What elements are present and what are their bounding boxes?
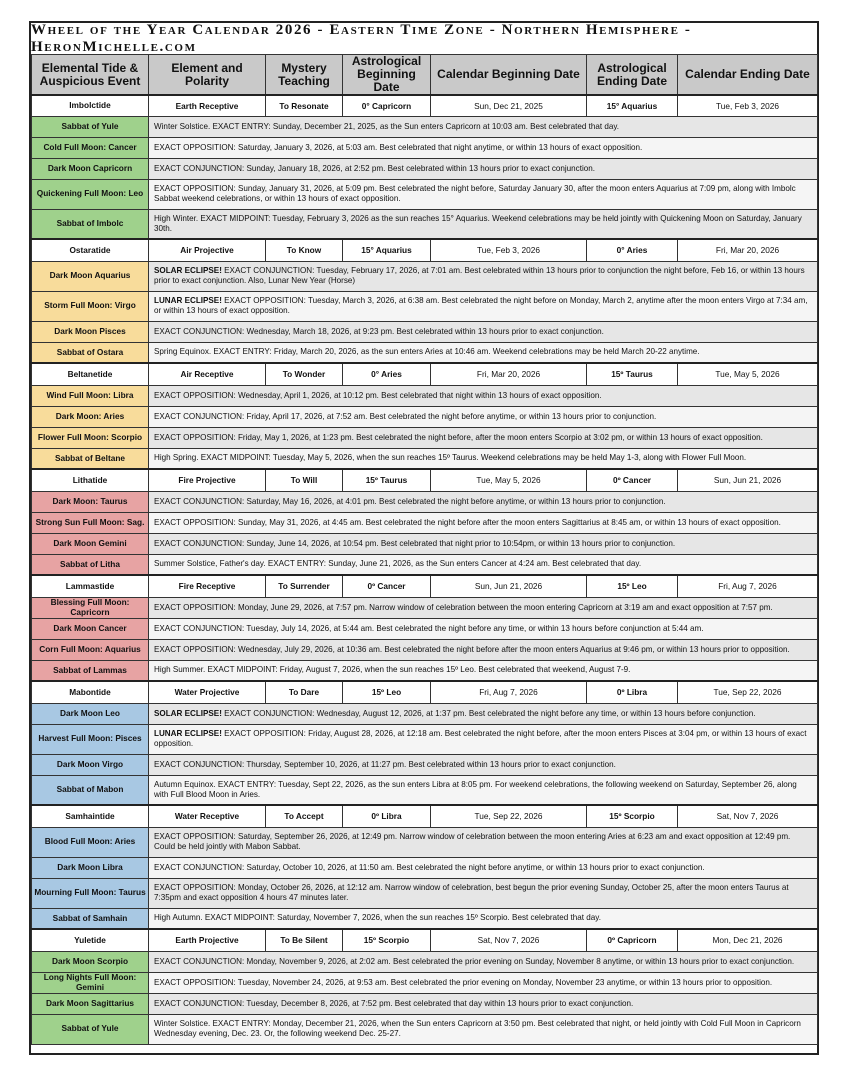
event-description (149, 857, 818, 878)
event-row (32, 406, 818, 427)
event-name: Corn Full Moon: Aquarius (32, 639, 149, 660)
event-name: Dark Moon Pisces (32, 321, 149, 342)
event-row (32, 993, 818, 1014)
tide-row (32, 239, 818, 261)
tide-name: Lammastide (32, 575, 149, 597)
event-text: EXACT OPPOSITION: Friday, August 28, 2026, at 12:18 am. Best celebrated the night before, after the moon enters Pisces at 3:04 pm, or within 13 hours of exact opposition. (154, 729, 807, 748)
event-row (32, 1014, 818, 1044)
eclipse-label: SOLAR ECLIPSE! (154, 708, 222, 718)
event-text: EXACT OPPOSITION: Monday, June 29, 2026, at 7:57 pm. Narrow window of celebration between the moon entering Capricorn at 3:19 am and exact opposition at 7:57 pm. (154, 602, 773, 612)
event-name: Sabbat of Mabon (32, 775, 149, 805)
event-name: Quickening Full Moon: Leo (32, 179, 149, 209)
event-row (32, 639, 818, 660)
tide-astro-end: 15º Taurus (587, 363, 678, 385)
event-row (32, 597, 818, 618)
event-name: Storm Full Moon: Virgo (32, 291, 149, 321)
tide-calendar-end: Tue, Sep 22, 2026 (678, 681, 818, 703)
event-description (149, 533, 818, 554)
event-text: EXACT OPPOSITION: Saturday, September 26, 2026, at 12:49 pm. Narrow window of celebration between the moon entering Aries at 6:23 am and exact opposition at 12:49 pm. Could be held jointly with Mabon Sabbat. (154, 832, 791, 851)
tide-astro-begin: 0° Capricorn (343, 95, 431, 116)
event-description (149, 137, 818, 158)
calendar-body (32, 95, 818, 1044)
tide-element: Earth Projective (149, 929, 266, 951)
event-row (32, 427, 818, 448)
tide-mystery: To Surrender (266, 575, 343, 597)
event-description (149, 448, 818, 469)
event-description (149, 385, 818, 406)
event-name: Dark Moon Libra (32, 857, 149, 878)
event-row (32, 618, 818, 639)
event-name: Strong Sun Full Moon: Sag. (32, 512, 149, 533)
tide-astro-begin: 0º Libra (343, 805, 431, 827)
event-name: Long Nights Full Moon: Gemini (32, 972, 149, 993)
event-text: Autumn Equinox. EXACT ENTRY: Tuesday, Sept 22, 2026, as the sun enters Libra at 8:05 pm. For weekend celebrations, the following weekend on Saturday, September 26, along with Full Blood Moon in Aries. (154, 779, 797, 799)
event-row (32, 972, 818, 993)
event-description (149, 158, 818, 179)
event-row (32, 179, 818, 209)
event-text: EXACT CONJUNCTION: Friday, April 17, 2026, at 7:52 am. Best celebrated the night before anytime, or within 13 hours prior to conjunction. (154, 411, 657, 421)
tide-calendar-end: Mon, Dec 21, 2026 (678, 929, 818, 951)
event-name: Flower Full Moon: Scorpio (32, 427, 149, 448)
event-name: Blessing Full Moon: Capricorn (32, 597, 149, 618)
event-row (32, 116, 818, 137)
event-row (32, 321, 818, 342)
event-row (32, 158, 818, 179)
header-cell: Element and Polarity (149, 55, 266, 96)
page-title: Wheel of the Year Calendar 2026 - Eastern Time Zone - Northern Hemisphere - HeronMichelle.com (31, 21, 692, 55)
header-cell: Astrological Beginning Date (343, 55, 431, 96)
event-text: EXACT CONJUNCTION: Tuesday, July 14, 2026, at 5:44 am. Best celebrated the night before any time, or within 13 hours before conjunction at 5:44 am. (154, 623, 704, 633)
event-name: Dark Moon Gemini (32, 533, 149, 554)
event-description (149, 639, 818, 660)
tide-row (32, 681, 818, 703)
event-name: Sabbat of Litha (32, 554, 149, 575)
event-row (32, 554, 818, 575)
event-text: EXACT CONJUNCTION: Monday, November 9, 2026, at 2:02 am. Best celebrated the prior evening on Sunday, November 8 anytime, or within 13 hours prior to exact conjunction. (154, 956, 795, 966)
event-row (32, 385, 818, 406)
event-name: Sabbat of Lammas (32, 660, 149, 681)
tide-mystery: To Be Silent (266, 929, 343, 951)
header-row (32, 55, 818, 96)
tide-astro-begin: 0° Aries (343, 363, 431, 385)
event-name: Dark Moon Cancer (32, 618, 149, 639)
tide-row (32, 929, 818, 951)
event-text: EXACT OPPOSITION: Tuesday, November 24, 2026, at 9:53 am. Best celebrated the prior evening on Monday, November 23 anytime, or within 13 hours prior to opposition. (154, 977, 773, 987)
tide-name: Mabontide (32, 681, 149, 703)
event-description (149, 775, 818, 805)
event-description (149, 972, 818, 993)
tide-row (32, 575, 818, 597)
event-text: EXACT OPPOSITION: Saturday, January 3, 2026, at 5:03 am. Best celebrated that night anytime, or within 13 hours of exact opposition. (154, 142, 643, 152)
tide-name: Samhaintide (32, 805, 149, 827)
event-row (32, 533, 818, 554)
tide-mystery: To Resonate (266, 95, 343, 116)
tide-astro-begin: 15° Aquarius (343, 239, 431, 261)
event-text: High Winter. EXACT MIDPOINT: Tuesday, February 3, 2026 as the sun reaches 15° Aquarius. Weekend celebrations may be held jointly with Quickening Moon on Saturday, January 30th. (154, 213, 802, 233)
tide-astro-begin: 15º Leo (343, 681, 431, 703)
event-description (149, 724, 818, 754)
tide-name: Lithatide (32, 469, 149, 491)
event-description (149, 951, 818, 972)
tide-name: Imbolctide (32, 95, 149, 116)
event-description (149, 878, 818, 908)
header-cell: Mystery Teaching (266, 55, 343, 96)
event-description (149, 342, 818, 363)
event-row (32, 291, 818, 321)
event-description (149, 179, 818, 209)
event-text: EXACT OPPOSITION: Sunday, January 31, 2026, at 5:09 pm. Best celebrated the night before, Saturday January 30, after the moon enters Aquarius at 7:09 pm, along with Imbolc Sabbat weekend celebrations, or within 13 hours of exact opposition. (154, 184, 796, 203)
event-name: Sabbat of Yule (32, 116, 149, 137)
event-row (32, 261, 818, 291)
tide-element: Water Projective (149, 681, 266, 703)
event-row (32, 448, 818, 469)
event-name: Blood Full Moon: Aries (32, 827, 149, 857)
event-name: Dark Moon Aquarius (32, 261, 149, 291)
tide-name: Yuletide (32, 929, 149, 951)
event-description (149, 406, 818, 427)
event-name: Sabbat of Ostara (32, 342, 149, 363)
tide-astro-begin: 15º Taurus (343, 469, 431, 491)
event-row (32, 703, 818, 724)
tide-astro-end: 15º Leo (587, 575, 678, 597)
event-text: EXACT OPPOSITION: Friday, May 1, 2026, at 1:23 pm. Best celebrated the night before, after the moon enters Scorpio at 3:02 pm, or within 13 hours of exact opposition. (154, 432, 763, 442)
tide-calendar-begin: Tue, Feb 3, 2026 (431, 239, 587, 261)
tide-calendar-begin: Sun, Jun 21, 2026 (431, 575, 587, 597)
event-name: Cold Full Moon: Cancer (32, 137, 149, 158)
tide-astro-begin: 0º Cancer (343, 575, 431, 597)
event-description (149, 554, 818, 575)
tide-mystery: To Will (266, 469, 343, 491)
tide-calendar-begin: Sun, Dec 21, 2025 (431, 95, 587, 116)
event-text: EXACT CONJUNCTION: Tuesday, February 17, 2026, at 7:01 am. Best celebrated within 13 hours prior to conjunction the night before, Feb 16, or within 13 hours prior to exact conjunction. Also, Lunar New Year (Horse) (154, 266, 805, 285)
event-text: EXACT CONJUNCTION: Saturday, May 16, 2026, at 4:01 pm. Best celebrated the night before anytime, or within 13 hours prior to conjunction. (154, 496, 666, 506)
event-description (149, 908, 818, 929)
event-description (149, 703, 818, 724)
event-name: Sabbat of Imbolc (32, 209, 149, 239)
event-row (32, 660, 818, 681)
eclipse-label: LUNAR ECLIPSE! (154, 296, 222, 305)
event-description (149, 491, 818, 512)
tide-mystery: To Dare (266, 681, 343, 703)
event-name: Dark Moon Capricorn (32, 158, 149, 179)
event-description (149, 993, 818, 1014)
event-text: EXACT OPPOSITION: Tuesday, March 3, 2026, at 6:38 am. Best celebrated the night before on Monday, March 2, anytime after the moon enters Virgo at 7:34 am, or within 13 hours of exact opposition. (154, 296, 808, 315)
tide-astro-end: 0º Capricorn (587, 929, 678, 951)
event-name: Harvest Full Moon: Pisces (32, 724, 149, 754)
tide-calendar-end: Sun, Jun 21, 2026 (678, 469, 818, 491)
event-name: Dark Moon: Taurus (32, 491, 149, 512)
event-text: Winter Solstice. EXACT ENTRY: Sunday, December 21, 2025, as the Sun enters Capricorn at 10:03 am. Best celebrated that day. (154, 121, 620, 131)
tide-astro-end: 15º Scorpio (587, 805, 678, 827)
event-description (149, 597, 818, 618)
tide-calendar-end: Tue, May 5, 2026 (678, 363, 818, 385)
event-name: Wind Full Moon: Libra (32, 385, 149, 406)
event-description (149, 827, 818, 857)
eclipse-label: SOLAR ECLIPSE! (154, 266, 222, 275)
event-row (32, 342, 818, 363)
event-row (32, 775, 818, 805)
event-text: EXACT OPPOSITION: Wednesday, April 1, 2026, at 10:12 pm. Best celebrated that night within 13 hours of exact opposition. (154, 390, 602, 400)
tide-calendar-end: Fri, Mar 20, 2026 (678, 239, 818, 261)
event-name: Sabbat of Yule (32, 1014, 149, 1044)
event-text: Summer Solstice, Father's day. EXACT ENTRY: Sunday, June 21, 2026, as the Sun enters Cancer at 4:24 am. Best celebrated that day. (154, 559, 642, 569)
event-text: EXACT OPPOSITION: Wednesday, July 29, 2026, at 10:36 am. Best celebrated the night before after the moon enters Aquarius at 9:46 pm, or within 13 hours prior to opposition. (154, 644, 790, 654)
event-text: EXACT CONJUNCTION: Wednesday, March 18, 2026, at 9:23 pm. Best celebrated within 13 hours prior to exact conjunction. (154, 326, 604, 336)
tide-calendar-begin: Fri, Aug 7, 2026 (431, 681, 587, 703)
event-row (32, 754, 818, 775)
tide-element: Air Receptive (149, 363, 266, 385)
event-row (32, 491, 818, 512)
event-text: EXACT CONJUNCTION: Saturday, October 10, 2026, at 11:50 am. Best celebrated the night before anytime, or within 13 hours prior to exact conjunction. (154, 862, 705, 872)
tide-astro-end: 0° Aries (587, 239, 678, 261)
event-row (32, 827, 818, 857)
tide-astro-end: 0º Libra (587, 681, 678, 703)
event-row (32, 908, 818, 929)
event-text: Winter Solstice. EXACT ENTRY: Monday, December 21, 2026, when the Sun enters Capricorn at 3:50 pm. Best celebrated that night, or held jointly with Cold Full Moon in Capricorn Wednesday evening, Dec. 23. Or, the following weekend Dec. 25-27. (154, 1019, 801, 1038)
tide-element: Water Receptive (149, 805, 266, 827)
tide-element: Air Projective (149, 239, 266, 261)
event-description (149, 1014, 818, 1044)
event-description (149, 209, 818, 239)
event-text: Spring Equinox. EXACT ENTRY: Friday, March 20, 2026, as the sun enters Aries at 10:46 am. Weekend celebrations may be held March 20-22 anytime. (154, 347, 700, 357)
tide-row (32, 363, 818, 385)
event-name: Mourning Full Moon: Taurus (32, 878, 149, 908)
event-name: Dark Moon Scorpio (32, 951, 149, 972)
event-text: High Autumn. EXACT MIDPOINT: Saturday, November 7, 2026, when the sun reaches 15º Scorpio. Best celebrated that day. (154, 913, 601, 923)
event-row (32, 724, 818, 754)
event-row (32, 209, 818, 239)
tide-calendar-begin: Sat, Nov 7, 2026 (431, 929, 587, 951)
event-description (149, 261, 818, 291)
tide-name: Beltanetide (32, 363, 149, 385)
event-description (149, 321, 818, 342)
event-text: EXACT CONJUNCTION: Sunday, January 18, 2026, at 2:52 pm. Best celebrated within 13 hours prior to exact conjunction. (154, 163, 596, 173)
event-text: EXACT CONJUNCTION: Sunday, June 14, 2026, at 10:54 pm. Best celebrated that night prior to 10:54pm, or within 13 hours prior to conjunction. (154, 538, 676, 548)
event-name: Sabbat of Beltane (32, 448, 149, 469)
tide-calendar-begin: Tue, Sep 22, 2026 (431, 805, 587, 827)
tide-row (32, 805, 818, 827)
event-text: EXACT CONJUNCTION: Thursday, September 10, 2026, at 11:27 pm. Best celebrated within 13 hours prior to exact conjunction. (154, 759, 616, 769)
event-text: EXACT OPPOSITION: Monday, October 26, 2026, at 12:12 am. Narrow window of celebration, best begun the prior evening Sunday, October 25, after the moon enters Taurus at 7:35pm and exact opposition 4 hours 47 minutes later. (154, 883, 789, 902)
header-cell: Calendar Beginning Date (431, 55, 587, 96)
event-name: Dark Moon: Aries (32, 406, 149, 427)
tide-element: Earth Receptive (149, 95, 266, 116)
event-description (149, 291, 818, 321)
tide-name: Ostaratide (32, 239, 149, 261)
event-text: EXACT OPPOSITION: Sunday, May 31, 2026, at 4:45 am. Best celebrated the night before after the moon enters Sagittarius at 8:45 am, or within 13 hours of exact opposition. (154, 517, 781, 527)
header-cell: Astrological Ending Date (587, 55, 678, 96)
tide-mystery: To Wonder (266, 363, 343, 385)
event-text: EXACT CONJUNCTION: Wednesday, August 12, 2026, at 1:37 pm. Best celebrated the night before any time, or within 13 hours before conjunction. (224, 708, 756, 718)
tide-calendar-end: Tue, Feb 3, 2026 (678, 95, 818, 116)
event-row (32, 512, 818, 533)
tide-element: Fire Projective (149, 469, 266, 491)
event-text: High Spring. EXACT MIDPOINT: Tuesday, May 5, 2026, when the sun reaches 15º Taurus. Weekend celebrations may be held May 1-3, along with Flower Full Moon. (154, 453, 747, 463)
tide-astro-begin: 15º Scorpio (343, 929, 431, 951)
tide-mystery: To Accept (266, 805, 343, 827)
tide-calendar-begin: Tue, May 5, 2026 (431, 469, 587, 491)
event-row (32, 137, 818, 158)
header-cell: Elemental Tide & Auspicious Event (32, 55, 149, 96)
event-name: Dark Moon Virgo (32, 754, 149, 775)
event-description (149, 512, 818, 533)
event-description (149, 427, 818, 448)
tide-calendar-end: Sat, Nov 7, 2026 (678, 805, 818, 827)
event-name: Dark Moon Leo (32, 703, 149, 724)
tide-row (32, 469, 818, 491)
header-cell: Calendar Ending Date (678, 55, 818, 96)
event-text: High Summer. EXACT MIDPOINT: Friday, August 7, 2026, when the sun reaches 15º Leo. Best celebrated that weekend, August 7-9. (154, 665, 631, 675)
event-text: EXACT CONJUNCTION: Tuesday, December 8, 2026, at 7:52 pm. Best celebrated that day within 13 hours prior to exact conjunction. (154, 998, 634, 1008)
event-row (32, 878, 818, 908)
event-name: Dark Moon Sagittarius (32, 993, 149, 1014)
event-description (149, 618, 818, 639)
event-description (149, 660, 818, 681)
tide-calendar-end: Fri, Aug 7, 2026 (678, 575, 818, 597)
calendar-table (31, 54, 818, 1045)
tide-row (32, 95, 818, 116)
event-name: Sabbat of Samhain (32, 908, 149, 929)
event-row (32, 857, 818, 878)
event-description (149, 754, 818, 775)
tide-calendar-begin: Fri, Mar 20, 2026 (431, 363, 587, 385)
tide-astro-end: 0º Cancer (587, 469, 678, 491)
tide-mystery: To Know (266, 239, 343, 261)
tide-astro-end: 15° Aquarius (587, 95, 678, 116)
event-description (149, 116, 818, 137)
tide-element: Fire Receptive (149, 575, 266, 597)
event-row (32, 951, 818, 972)
eclipse-label: LUNAR ECLIPSE! (154, 729, 222, 738)
